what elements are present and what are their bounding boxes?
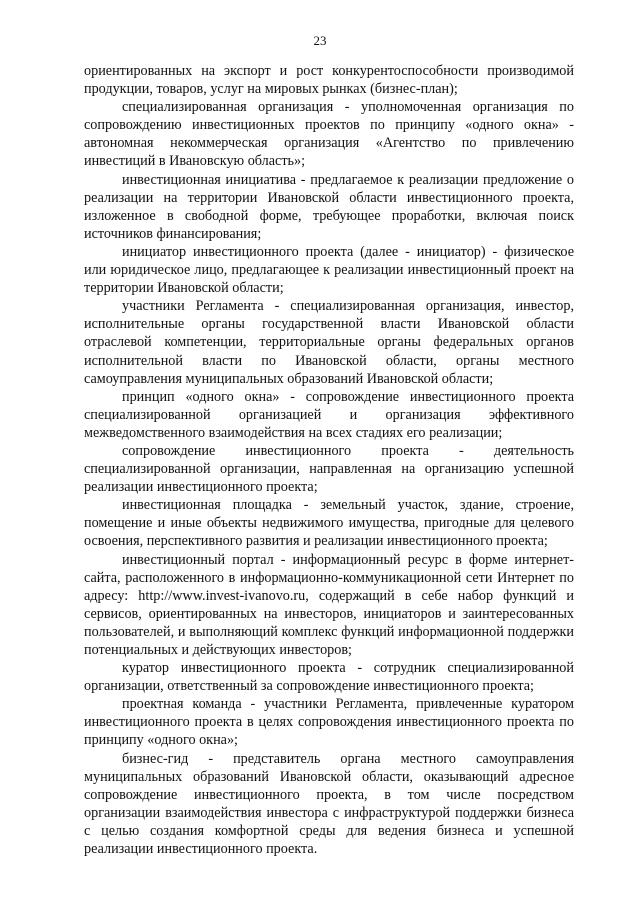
definition-investment-initiative: инвестиционная инициатива - предлагаемое к реализации предложение о реализации на территории Ивановской области инвестиционного проекта, изложенное в свободной форме, требующее проработки, включая поиск источников финансирования; [84, 171, 574, 242]
definition-project-curator: куратор инвестиционного проекта - сотрудник специализированной организации, ответственный за сопровождение инвестиционного проекта; [84, 660, 574, 695]
definition-specialized-organization: специализированная организация - уполномоченная организация по сопровождению инвестиционных проектов по принципу «одного окна» - автономная некоммерческая организация «Агентство по привлечению инвестиций в Ивановскую область»; [84, 99, 574, 170]
definition-business-guide: бизнес-гид - представитель органа местного самоуправления муниципальных образований Ивановской области, оказывающий адресное сопровождение инвестиционного проекта, в том числе посредством организации взаимодействия инвестора с инфраструктурой поддержки бизнеса с целью создания комфортной среды для ведения бизнеса и успешной реализации инвестиционного проекта. [84, 750, 574, 858]
definition-one-window-principle: принцип «одного окна» - сопровождение инвестиционного проекта специализированной организацией и организация эффективного межведомственного взаимодействия на всех стадиях его реализации; [84, 388, 574, 441]
page-number: 23 [313, 33, 327, 48]
paragraph-continuation: ориентированных на экспорт и рост конкурентоспособности производимой продукции, товаров, услуг на мировых рынках (бизнес-план); [84, 63, 574, 98]
document-body [84, 62, 574, 858]
definition-investment-portal: инвестиционный портал - информационный ресурс в форме интернет-сайта, расположенного в информационно-коммуникационной сети Интернет по адресу: http://www.invest-ivanovo.ru, содержащий в себе набор функций и сервисов, ориентированных на инвесторов, инициаторов и заинтересованных пользователей, и выполняющий комплекс функций информационной поддержки потенциальных и действующих инвесторов; [84, 551, 574, 658]
definition-project-support: сопровождение инвестиционного проекта - деятельность специализированной организации, направленная на организацию успешной реализации инвестиционного проекта; [84, 442, 574, 496]
definition-project-initiator: инициатор инвестиционного проекта (далее - инициатор) - физическое или юридическое лицо, предлагающее к реализации инвестиционный проект на территории Ивановской области; [84, 243, 574, 297]
definition-regulation-participants: участники Регламента - специализированная организация, инвестор, исполнительные органы государственной власти Ивановской области отраслевой компетенции, территориальные органы федеральных органов исполнительной власти по Ивановской области, органы местного самоуправления муниципальных образований Ивановской области; [84, 298, 574, 387]
definition-project-team: проектная команда - участники Регламента, привлеченные куратором инвестиционного проекта в целях сопровождения инвестиционного проекта по принципу «одного окна»; [84, 696, 574, 749]
definition-investment-site: инвестиционная площадка - земельный участок, здание, строение, помещение и иные объекты недвижимого имущества, пригодные для целевого освоения, перспективного развития и реализации инвестиционного проекта; [84, 497, 574, 550]
